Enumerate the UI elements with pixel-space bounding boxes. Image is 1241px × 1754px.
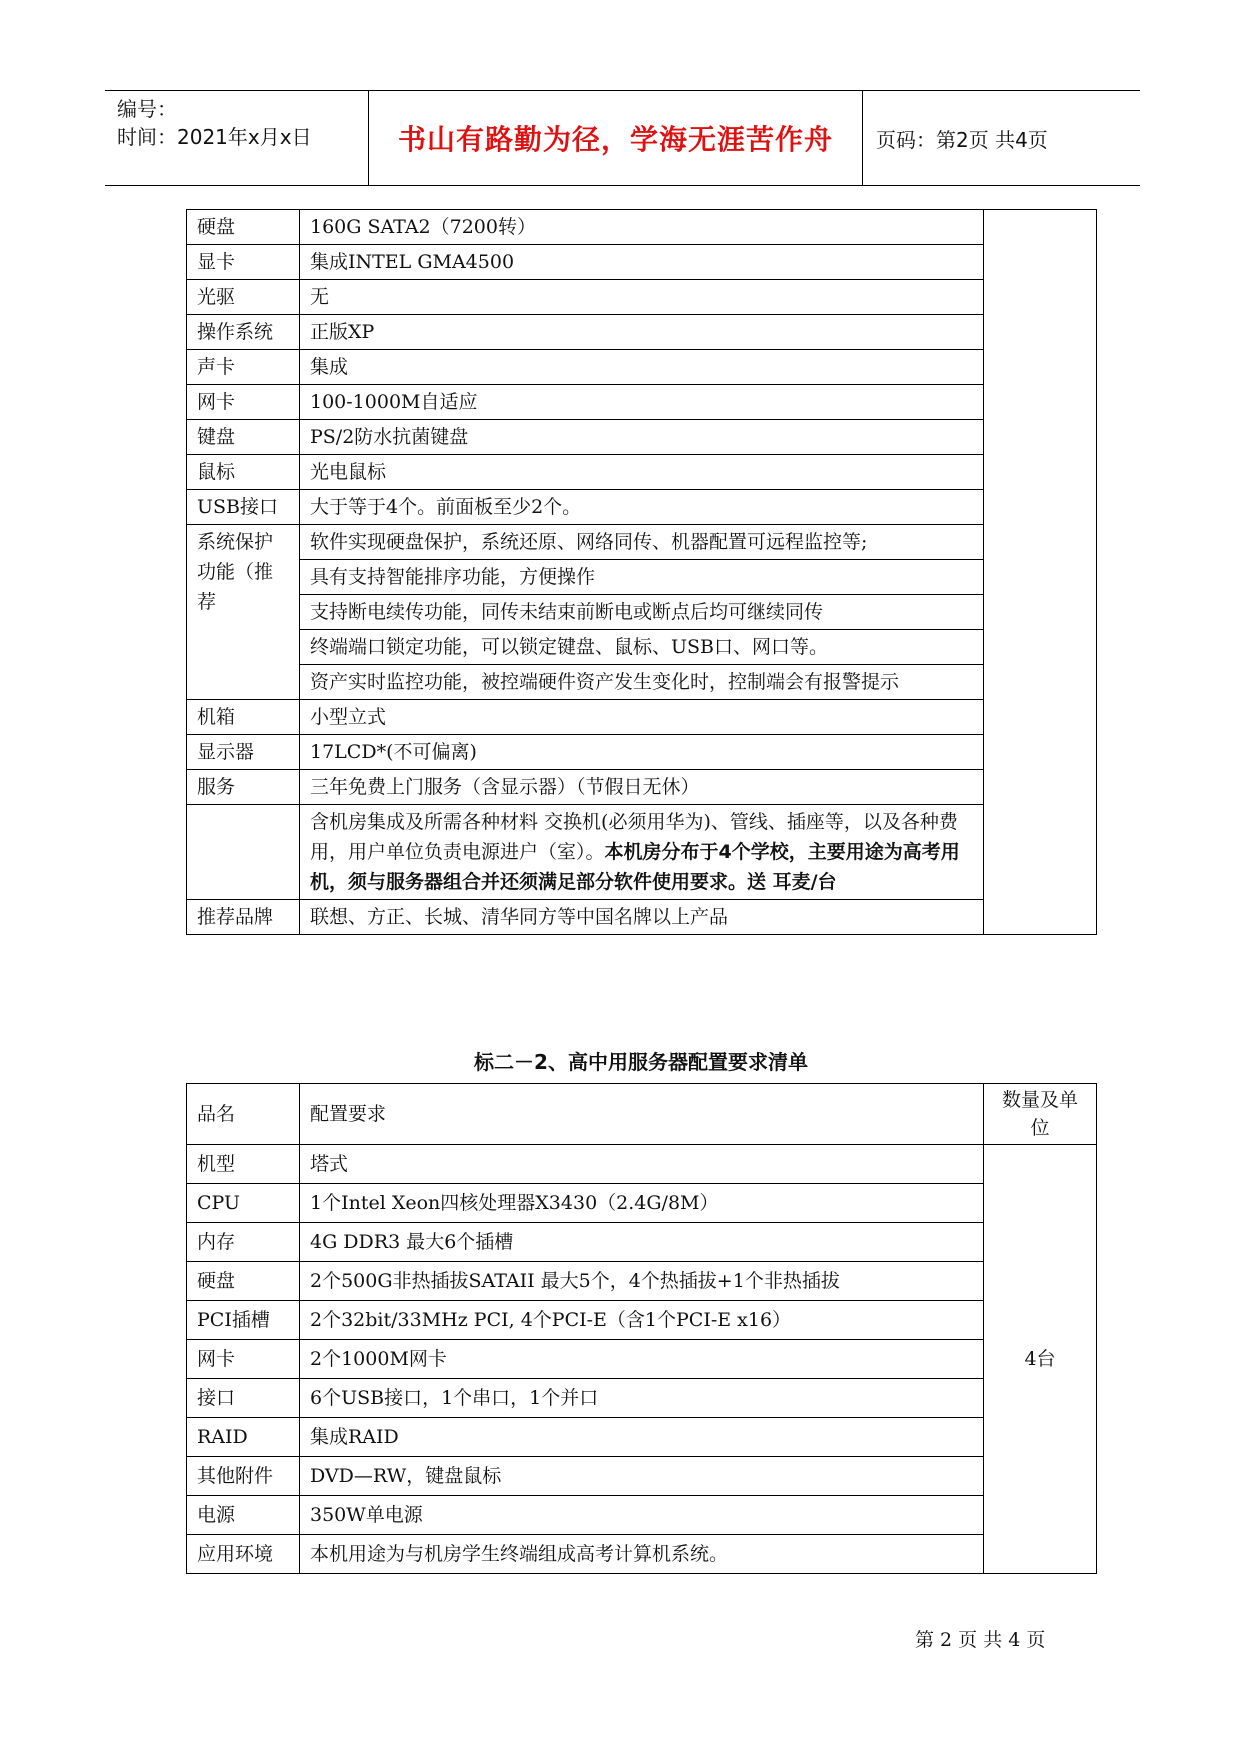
row-value: 2个32bit/33MHz PCI, 4个PCI-E（含1个PCI-E x16） (300, 1301, 984, 1340)
table-row (187, 455, 1097, 490)
table-row (187, 805, 1097, 900)
table-row (187, 1340, 1097, 1379)
row-value: 17LCD*(不可偏离) (300, 735, 984, 770)
row-value: 160G SATA2（7200转） (300, 210, 984, 245)
row-key: 内存 (187, 1223, 300, 1262)
row-key: 光驱 (187, 280, 300, 315)
row-value: 集成RAID (300, 1418, 984, 1457)
table-row (187, 1418, 1097, 1457)
row-value: 资产实时监控功能，被控端硬件资产发生变化时，控制端会有报警提示 (300, 665, 984, 700)
table-row (187, 1379, 1097, 1418)
table-row (187, 770, 1097, 805)
row-key-protect: 系统保护功能（推荐 (187, 525, 300, 700)
header-meta (105, 91, 369, 185)
row-key: 推荐品牌 (187, 900, 300, 935)
header-page-cell (864, 91, 1140, 185)
row-value: 光电鼠标 (300, 455, 984, 490)
row-value: 1个Intel Xeon四核处理器X3430（2.4G/8M） (300, 1184, 984, 1223)
server-spec-table (186, 1083, 1097, 1574)
row-value: DVD—RW，键盘鼠标 (300, 1457, 984, 1496)
table-row (187, 1496, 1097, 1535)
table-row (187, 1535, 1097, 1574)
row-key: 显卡 (187, 245, 300, 280)
serial-label: 编号： (117, 97, 177, 121)
row-key: 鼠标 (187, 455, 300, 490)
row-key: 服务 (187, 770, 300, 805)
table-row (187, 1301, 1097, 1340)
row-key: 硬盘 (187, 1262, 300, 1301)
table-row (187, 700, 1097, 735)
table-row (187, 420, 1097, 455)
table-row (187, 525, 1097, 560)
row-key: 硬盘 (187, 210, 300, 245)
note-normal: 含机房集成及所需各种材料 交换机(必须用华为)、管线、插座等，以及各种费用，用户单位负责电源进户（室）。 (310, 811, 958, 863)
row-value: 支持断电续传功能，同传未结束前断电或断点后均可继续同传 (300, 595, 984, 630)
table-row (187, 1184, 1097, 1223)
row-value: 终端端口锁定功能，可以锁定键盘、鼠标、USB口、网口等。 (300, 630, 984, 665)
row-value: 100-1000M自适应 (300, 385, 984, 420)
row-value-note (300, 805, 984, 900)
row-value: 塔式 (300, 1145, 984, 1184)
row-key: PCI插槽 (187, 1301, 300, 1340)
table-row (187, 900, 1097, 935)
qty-cell-empty (984, 210, 1097, 935)
table-row (187, 210, 1097, 245)
row-value: 集成 (300, 350, 984, 385)
table-row (187, 560, 1097, 595)
table-row (187, 315, 1097, 350)
row-key: 其他附件 (187, 1457, 300, 1496)
header-name: 品名 (187, 1084, 300, 1145)
row-key: 网卡 (187, 385, 300, 420)
table-row (187, 665, 1097, 700)
table-header-row (187, 1084, 1097, 1145)
page-label: 页码：第2页 共4页 (876, 127, 1048, 152)
table-row (187, 385, 1097, 420)
row-value: 4G DDR3 最大6个插槽 (300, 1223, 984, 1262)
row-key: 操作系统 (187, 315, 300, 350)
row-key: 应用环境 (187, 1535, 300, 1574)
table-row (187, 490, 1097, 525)
row-value: 具有支持智能排序功能，方便操作 (300, 560, 984, 595)
qty-value: 4台 (984, 1145, 1097, 1574)
row-value: 小型立式 (300, 700, 984, 735)
row-key-empty (187, 805, 300, 900)
table-row (187, 1262, 1097, 1301)
table-row (187, 245, 1097, 280)
table-row (187, 280, 1097, 315)
header-motto-cell (369, 91, 863, 185)
table-row (187, 1457, 1097, 1496)
row-key: 声卡 (187, 350, 300, 385)
row-key: 机箱 (187, 700, 300, 735)
page-header (105, 90, 1140, 186)
table2-caption: 标二－2、高中用服务器配置要求清单 (474, 1050, 808, 1074)
row-value: 2个1000M网卡 (300, 1340, 984, 1379)
row-value: 三年免费上门服务（含显示器）（节假日无休） (300, 770, 984, 805)
row-key: 键盘 (187, 420, 300, 455)
row-value: 6个USB接口，1个串口，1个并口 (300, 1379, 984, 1418)
header-qty: 数量及单位 (984, 1084, 1097, 1145)
time-label: 时间：2021年x月x日 (117, 125, 312, 149)
note-bold: 本机房分布于4个学校，主要用途为高考用机，须与服务器组合并还须满足部分软件使用要求。送 耳麦/台 (310, 841, 960, 893)
motto: 书山有路勤为径，学海无涯苦作舟 (397, 123, 833, 156)
row-value: 无 (300, 280, 984, 315)
row-value: 大于等于4个。前面板至少2个。 (300, 490, 984, 525)
row-value: 正版XP (300, 315, 984, 350)
row-value: 350W单电源 (300, 1496, 984, 1535)
row-value: 本机用途为与机房学生终端组成高考计算机系统。 (300, 1535, 984, 1574)
table-row (187, 1145, 1097, 1184)
header-req: 配置要求 (300, 1084, 984, 1145)
row-value: 2个500G非热插拔SATAII 最大5个，4个热插拔+1个非热插拔 (300, 1262, 984, 1301)
table-row (187, 1223, 1097, 1262)
table-row (187, 735, 1097, 770)
row-key: 显示器 (187, 735, 300, 770)
row-key: USB接口 (187, 490, 300, 525)
table-row (187, 350, 1097, 385)
row-key: RAID (187, 1418, 300, 1457)
row-value: 软件实现硬盘保护，系统还原、网络同传、机器配置可远程监控等; (300, 525, 984, 560)
row-key: 电源 (187, 1496, 300, 1535)
row-value: 联想、方正、长城、清华同方等中国名牌以上产品 (300, 900, 984, 935)
pc-spec-table (186, 209, 1097, 935)
row-key: 接口 (187, 1379, 300, 1418)
row-value: 集成INTEL GMA4500 (300, 245, 984, 280)
row-key: 网卡 (187, 1340, 300, 1379)
row-key: CPU (187, 1184, 300, 1223)
row-key: 机型 (187, 1145, 300, 1184)
page-footer: 第 2 页 共 4 页 (915, 1629, 1046, 1651)
table-row (187, 630, 1097, 665)
row-value: PS/2防水抗菌键盘 (300, 420, 984, 455)
table-row (187, 595, 1097, 630)
